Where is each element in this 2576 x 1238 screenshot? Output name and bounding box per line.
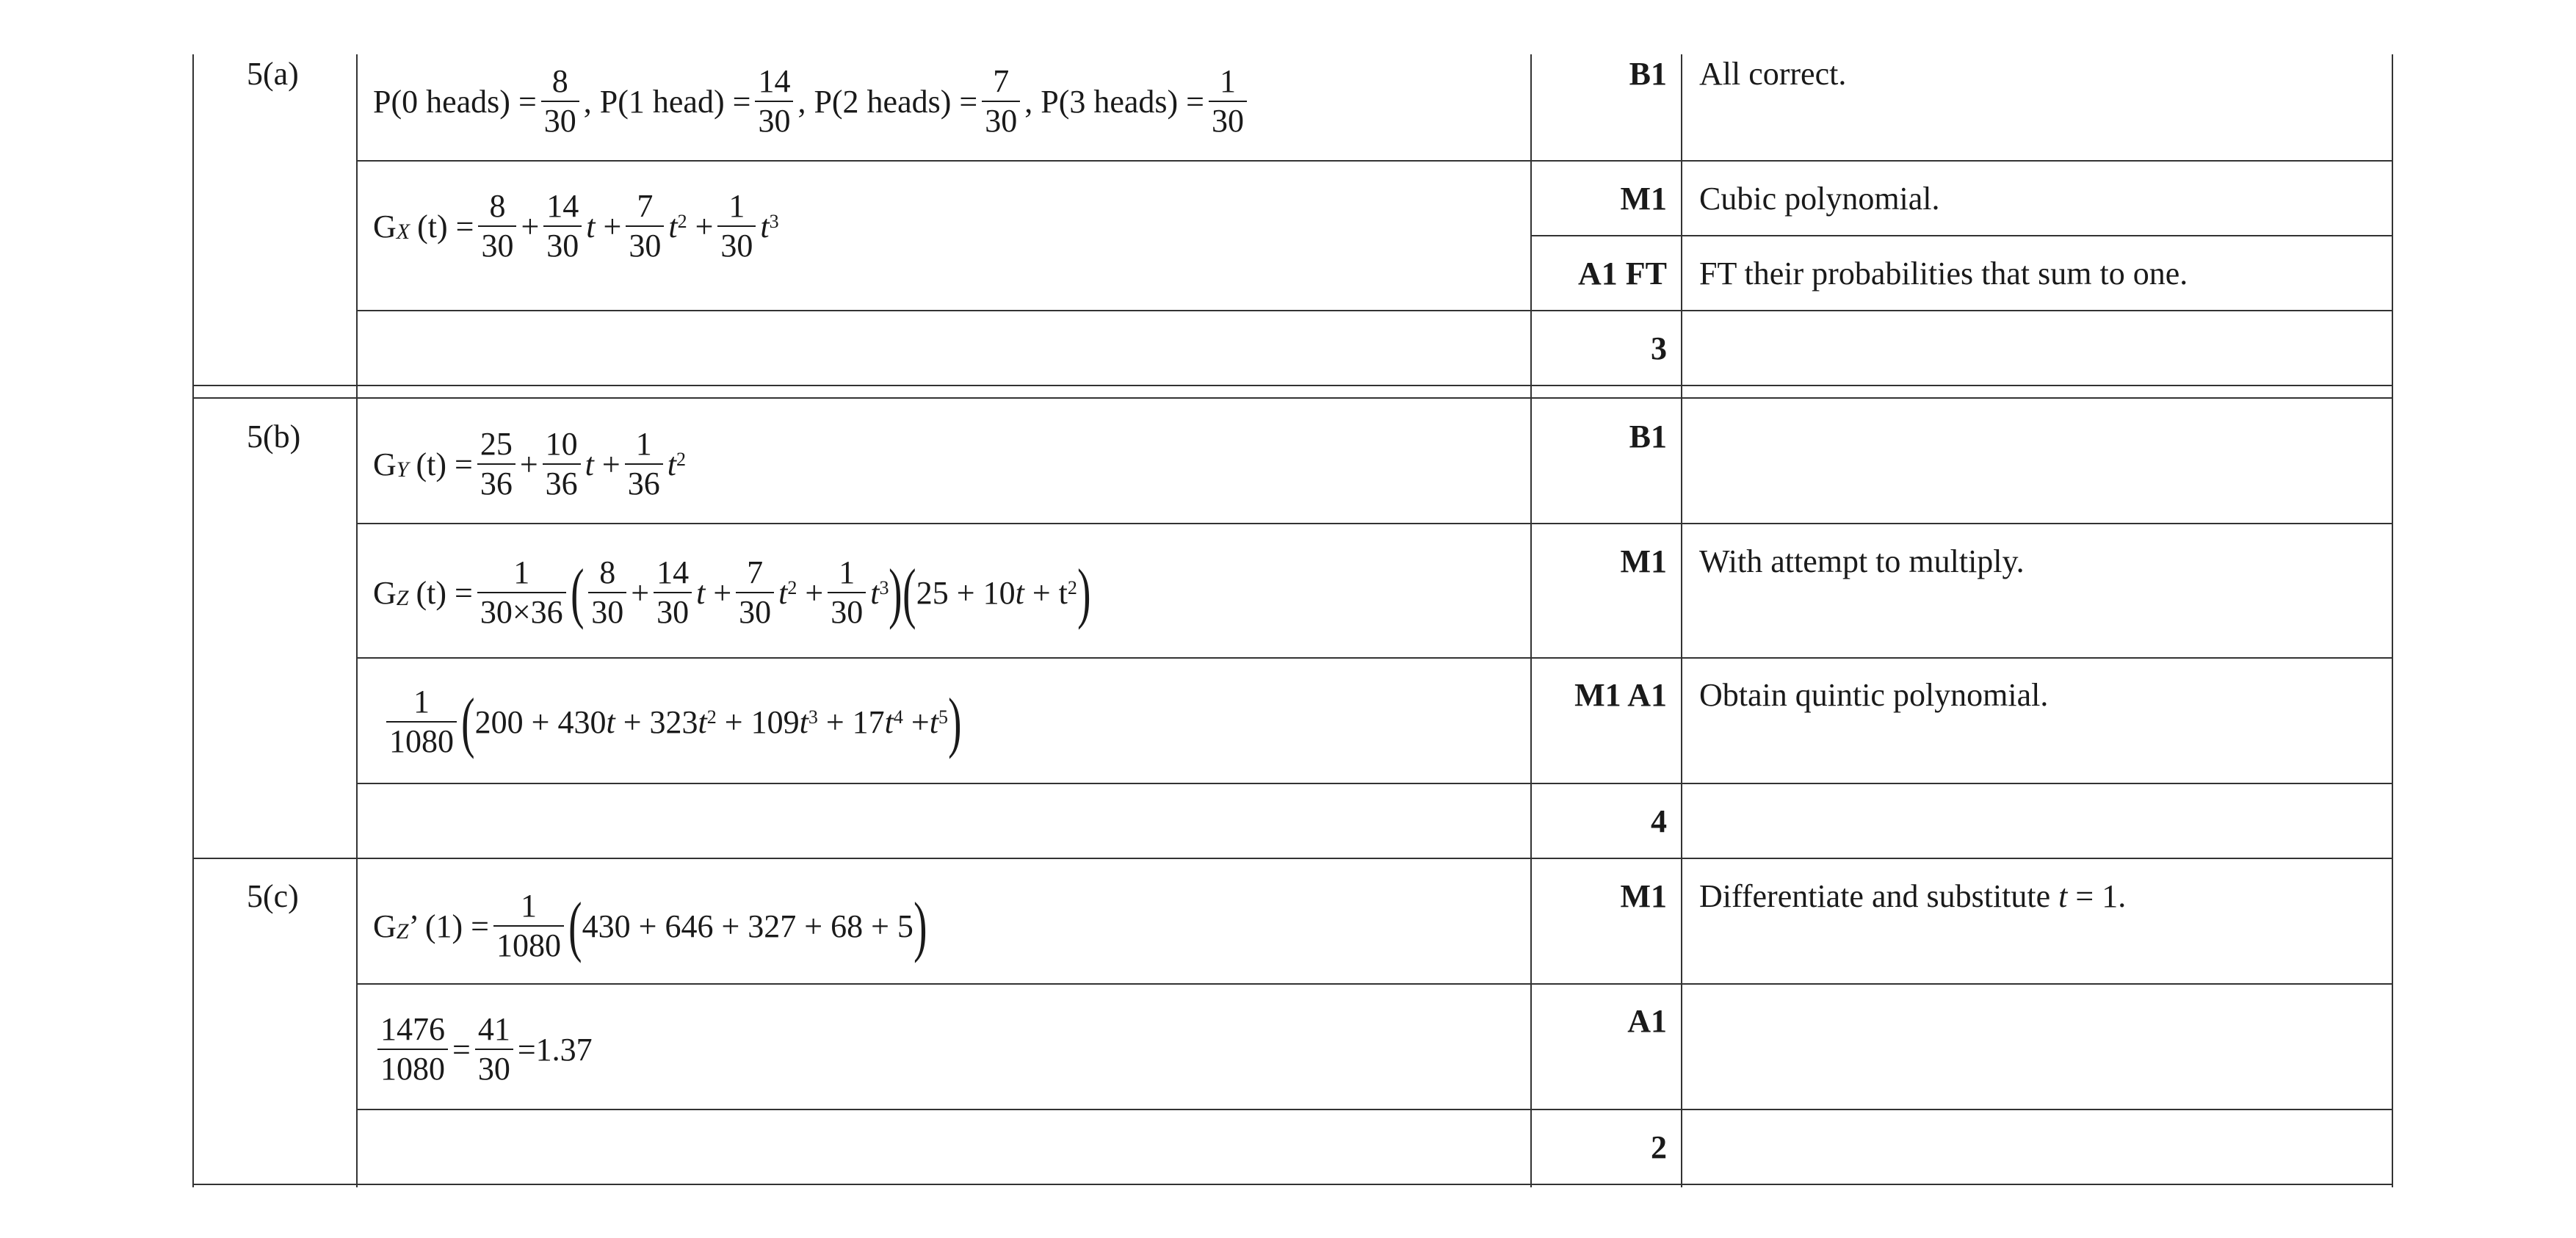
mark-total: 3 bbox=[1651, 330, 1667, 366]
guidance-text: All correct. bbox=[1699, 56, 1847, 92]
mark-total: 2 bbox=[1651, 1129, 1667, 1165]
guidance-text: Differentiate and substitute t = 1. bbox=[1699, 878, 2127, 914]
mark-code: M1 bbox=[1620, 878, 1667, 914]
p3-label: , P(3 heads) = bbox=[1024, 83, 1204, 120]
fraction: $\frac{8}{30}$ bbox=[541, 62, 579, 140]
answer-quintic: $\frac{1}{1080}$ ( 200 + 430 t + 323 t $^2$ + 109 t $^3$ + 17 t $^4$ + t $^5$ ) bbox=[382, 674, 962, 770]
mark-code: M1 A1 bbox=[1574, 677, 1667, 713]
answer-pgf-z-product: G $_Z$ (t) = $\frac{1}{30\times 36}$ ( $\frac{8}{30}$ + $\frac{14}{30}$ t + $\frac{7}{30}$ t $^2$ + $\frac{1}{30}$ t $^3$ ) ( 25 + 10 t + t $^2$ ) bbox=[373, 554, 1091, 630]
fraction: $\frac{1}{30}$ bbox=[1209, 62, 1247, 140]
mark-code: B1 bbox=[1629, 56, 1667, 92]
row-divider bbox=[356, 523, 2392, 524]
table-border-right bbox=[2392, 54, 2393, 1187]
section-separator bbox=[192, 397, 2392, 399]
section-separator bbox=[192, 385, 2392, 386]
mark-code: B1 bbox=[1629, 419, 1667, 455]
mark-code: M1 bbox=[1620, 181, 1667, 217]
row-divider bbox=[356, 983, 2392, 985]
mark-code: M1 bbox=[1620, 543, 1667, 579]
mark-total: 4 bbox=[1651, 803, 1667, 839]
row-divider bbox=[356, 310, 2392, 311]
row-divider bbox=[356, 1109, 2392, 1110]
mark-code: A1 FT bbox=[1578, 256, 1667, 292]
answer-pgf-y: G $_Y$ (t) = $\frac{25}{36}$ + $\frac{10}{36}$ t + $\frac{1}{36}$ t $^2$ bbox=[373, 426, 686, 502]
guidance-text: Cubic polynomial. bbox=[1699, 181, 1940, 217]
answer-expectation: $\frac{1476}{1080}$ = $\frac{41}{30}$ =1.37 bbox=[373, 1002, 593, 1097]
fraction: $\frac{7}{30}$ bbox=[982, 62, 1020, 140]
p2-label: , P(2 heads) = bbox=[797, 83, 978, 120]
question-label: 5(b) bbox=[247, 419, 301, 455]
guidance-text: With attempt to multiply. bbox=[1699, 543, 2025, 579]
question-label: 5(c) bbox=[247, 878, 299, 914]
answer-probabilities bbox=[373, 57, 1251, 145]
row-divider bbox=[356, 783, 2392, 784]
column-divider-answer bbox=[1530, 54, 1532, 1187]
section-separator bbox=[192, 858, 2392, 859]
column-divider-question bbox=[356, 54, 358, 1187]
guidance-text: FT their probabilities that sum to one. bbox=[1699, 256, 2188, 292]
row-divider bbox=[356, 160, 2392, 162]
mark-code: A1 bbox=[1627, 1003, 1667, 1039]
p0-label: P(0 heads) = bbox=[373, 83, 537, 120]
p1-label: , P(1 head) = bbox=[583, 83, 751, 120]
row-divider bbox=[356, 657, 2392, 659]
answer-pgf-x: G $_X$ (t) = $\frac{8}{30}$ + $\frac{14}{30}$ t + $\frac{7}{30}$ t $^2$ + $\frac{1}{30}$ t $^3$ bbox=[373, 188, 779, 264]
column-divider-marks bbox=[1681, 54, 1682, 1187]
question-label: 5(a) bbox=[247, 56, 299, 92]
table-border-bottom bbox=[192, 1184, 2392, 1185]
answer-derivative: G $_Z$ ’ (1) = $\frac{1}{1080}$ ( 430 + 646 + 327 + 68 + 5 ) bbox=[373, 888, 927, 963]
guidance-text: Obtain quintic polynomial. bbox=[1699, 677, 2049, 713]
fraction: $\frac{14}{30}$ bbox=[755, 62, 793, 140]
row-divider bbox=[1530, 235, 2392, 236]
table-border-left bbox=[192, 54, 194, 1187]
